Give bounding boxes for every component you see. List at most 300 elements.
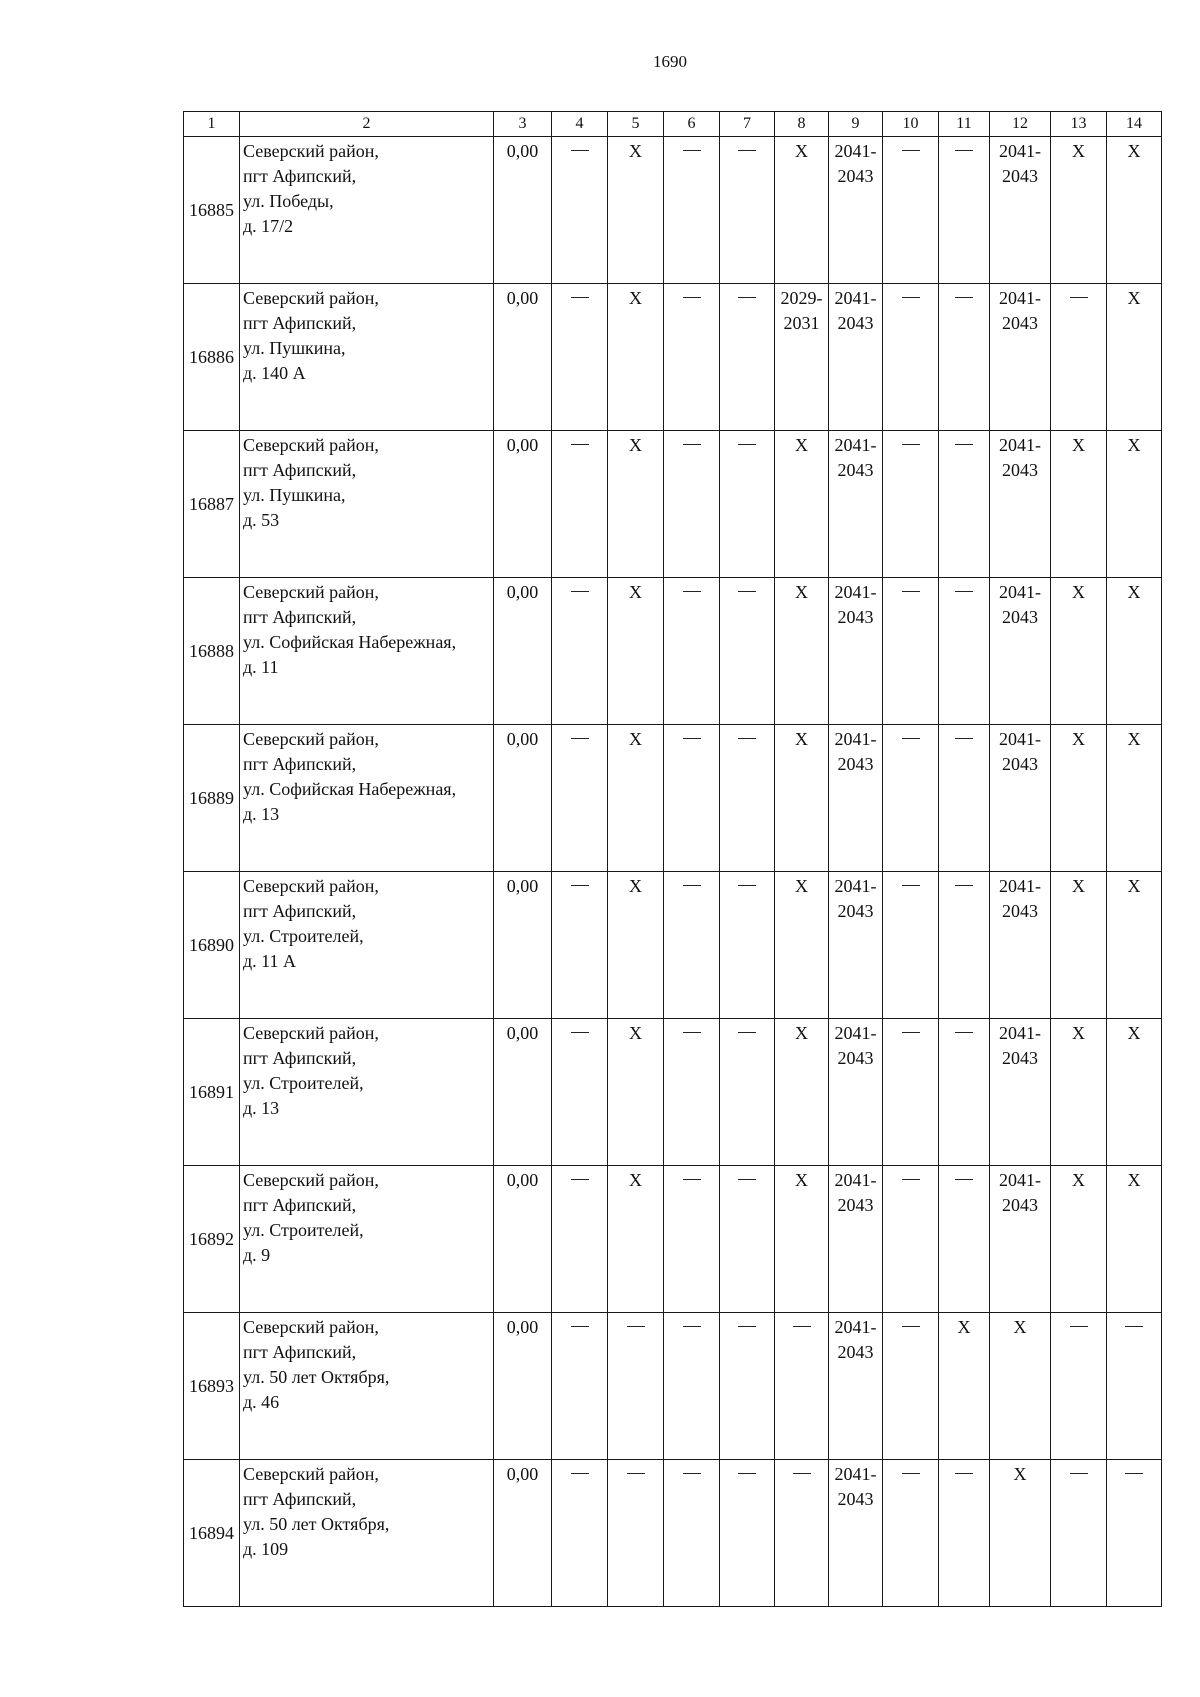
cell-col-9 xyxy=(829,431,883,578)
cell-col-3 xyxy=(494,872,552,1019)
cell-col-8 xyxy=(775,284,829,431)
year-range-end: 2043 xyxy=(837,901,874,921)
cell-value: 0,00 xyxy=(506,141,539,161)
dash-mark xyxy=(1070,1326,1088,1327)
year-range-start: 2041- xyxy=(999,729,1041,749)
table-row xyxy=(184,1019,1162,1166)
cell-value: X xyxy=(1072,1023,1085,1043)
address-line: д. 9 xyxy=(243,1245,271,1265)
address-line: пгт Афипский, xyxy=(243,1489,357,1509)
table-row xyxy=(184,431,1162,578)
cell-col-4 xyxy=(552,431,608,578)
dash-mark xyxy=(955,591,973,592)
year-range-start: 2041- xyxy=(834,1023,877,1043)
cell-col-13 xyxy=(1051,872,1107,1019)
table-row xyxy=(184,872,1162,1019)
year-range-start: 2041- xyxy=(999,876,1041,896)
address-cell xyxy=(240,431,494,578)
dash-mark xyxy=(738,885,756,886)
cell-col-9 xyxy=(829,872,883,1019)
cell-value: X xyxy=(1072,876,1085,896)
address-line: Северский район, xyxy=(243,1464,379,1484)
cell-col-3 xyxy=(494,1460,552,1607)
year-range-end: 2043 xyxy=(1002,460,1038,480)
dash-mark xyxy=(627,1326,645,1327)
dash-mark xyxy=(738,444,756,445)
year-range-end: 2043 xyxy=(1002,607,1038,627)
cell-value: X xyxy=(795,1023,808,1043)
dash-mark xyxy=(738,1032,756,1033)
cell-value: 0,00 xyxy=(506,1023,539,1043)
cell-col-12 xyxy=(990,1019,1051,1166)
row-number: 16890 xyxy=(184,872,240,1019)
cell-col-13 xyxy=(1051,725,1107,872)
address-line: пгт Афипский, xyxy=(243,1048,357,1068)
address-line: пгт Афипский, xyxy=(243,607,357,627)
dash-mark xyxy=(902,1473,920,1474)
dash-mark xyxy=(571,150,589,151)
year-range-end: 2031 xyxy=(783,313,820,333)
column-header-9: 9 xyxy=(829,112,883,137)
column-header-2: 2 xyxy=(240,112,494,137)
cell-col-8 xyxy=(775,1460,829,1607)
year-range-start: 2041- xyxy=(834,1170,877,1190)
address-line: Северский район, xyxy=(243,582,379,602)
dash-mark xyxy=(571,1179,589,1180)
cell-col-5 xyxy=(608,1313,664,1460)
cell-col-14 xyxy=(1107,1019,1162,1166)
cell-col-8 xyxy=(775,872,829,1019)
dash-mark xyxy=(738,738,756,739)
row-number: 16886 xyxy=(184,284,240,431)
dash-mark xyxy=(955,150,973,151)
year-range-end: 2043 xyxy=(837,313,874,333)
cell-col-5 xyxy=(608,431,664,578)
year-range-end: 2043 xyxy=(1002,166,1038,186)
address-cell xyxy=(240,1019,494,1166)
cell-col-6 xyxy=(664,137,720,284)
year-range-end: 2043 xyxy=(1002,313,1038,333)
cell-col-12 xyxy=(990,1166,1051,1313)
cell-col-12 xyxy=(990,725,1051,872)
dash-mark xyxy=(955,444,973,445)
cell-col-14 xyxy=(1107,1460,1162,1607)
row-number: 16892 xyxy=(184,1166,240,1313)
cell-col-6 xyxy=(664,284,720,431)
cell-col-5 xyxy=(608,1460,664,1607)
address-line: д. 13 xyxy=(243,1098,280,1118)
cell-col-11 xyxy=(939,1019,990,1166)
cell-value: X xyxy=(1127,435,1141,455)
address-cell xyxy=(240,1313,494,1460)
cell-col-12 xyxy=(990,872,1051,1019)
year-range-start: 2041- xyxy=(834,141,877,161)
dash-mark xyxy=(1125,1473,1143,1474)
register-table xyxy=(183,111,1162,1607)
address-line: д. 17/2 xyxy=(243,216,294,236)
cell-value: X xyxy=(1127,288,1141,308)
cell-col-3 xyxy=(494,725,552,872)
dash-mark xyxy=(793,1326,811,1327)
address-line: пгт Афипский, xyxy=(243,313,357,333)
column-header-14: 14 xyxy=(1107,112,1162,137)
cell-col-9 xyxy=(829,578,883,725)
address-line: Северский район, xyxy=(243,435,379,455)
year-range-end: 2043 xyxy=(837,754,874,774)
cell-col-11 xyxy=(939,725,990,872)
address-line: пгт Афипский, xyxy=(243,166,357,186)
cell-col-3 xyxy=(494,137,552,284)
cell-col-3 xyxy=(494,284,552,431)
cell-col-5 xyxy=(608,872,664,1019)
address-line: Северский район, xyxy=(243,288,379,308)
cell-col-12 xyxy=(990,578,1051,725)
table-body xyxy=(184,137,1162,1607)
cell-col-4 xyxy=(552,284,608,431)
cell-col-9 xyxy=(829,137,883,284)
dash-mark xyxy=(571,1473,589,1474)
cell-col-5 xyxy=(608,284,664,431)
address-line: Северский район, xyxy=(243,729,379,749)
cell-col-7 xyxy=(720,1019,775,1166)
dash-mark xyxy=(1070,297,1088,298)
dash-mark xyxy=(902,738,920,739)
address-line: ул. Софийская Набережная, xyxy=(243,632,457,652)
cell-col-6 xyxy=(664,1313,720,1460)
cell-col-13 xyxy=(1051,578,1107,725)
page-number: 1690 xyxy=(653,52,687,71)
year-range-start: 2041- xyxy=(834,1317,877,1337)
address-line: д. 53 xyxy=(243,510,280,530)
year-range-start: 2041- xyxy=(999,1023,1041,1043)
dash-mark xyxy=(738,150,756,151)
dash-mark xyxy=(683,1032,701,1033)
dash-mark xyxy=(902,1179,920,1180)
row-number: 16885 xyxy=(184,137,240,284)
column-header-10: 10 xyxy=(883,112,939,137)
year-range-start: 2041- xyxy=(834,1464,877,1484)
cell-value: 0,00 xyxy=(506,876,539,896)
cell-col-13 xyxy=(1051,1460,1107,1607)
dash-mark xyxy=(955,1032,973,1033)
table-row xyxy=(184,1313,1162,1460)
cell-col-13 xyxy=(1051,1019,1107,1166)
dash-mark xyxy=(955,1179,973,1180)
address-line: ул. Софийская Набережная, xyxy=(243,779,457,799)
dash-mark xyxy=(902,1032,920,1033)
dash-mark xyxy=(571,297,589,298)
cell-col-12 xyxy=(990,284,1051,431)
row-number: 16891 xyxy=(184,1019,240,1166)
cell-col-7 xyxy=(720,872,775,1019)
cell-col-7 xyxy=(720,1460,775,1607)
cell-col-6 xyxy=(664,1460,720,1607)
cell-value: X xyxy=(1013,1464,1027,1484)
dash-mark xyxy=(683,738,701,739)
address-line: пгт Афипский, xyxy=(243,1342,357,1362)
address-line: д. 46 xyxy=(243,1392,280,1412)
cell-col-3 xyxy=(494,1019,552,1166)
cell-col-10 xyxy=(883,431,939,578)
dash-mark xyxy=(683,591,701,592)
dash-mark xyxy=(571,444,589,445)
cell-col-9 xyxy=(829,284,883,431)
cell-col-5 xyxy=(608,1166,664,1313)
cell-col-10 xyxy=(883,1019,939,1166)
table-row xyxy=(184,1460,1162,1607)
cell-col-14 xyxy=(1107,284,1162,431)
cell-value: X xyxy=(629,288,642,308)
year-range-end: 2043 xyxy=(837,1342,874,1362)
cell-col-14 xyxy=(1107,431,1162,578)
cell-col-10 xyxy=(883,137,939,284)
cell-col-6 xyxy=(664,872,720,1019)
dash-mark xyxy=(683,1473,701,1474)
address-cell xyxy=(240,137,494,284)
address-line: пгт Афипский, xyxy=(243,754,357,774)
cell-col-13 xyxy=(1051,1313,1107,1460)
dash-mark xyxy=(683,150,701,151)
cell-col-4 xyxy=(552,1460,608,1607)
cell-col-11 xyxy=(939,578,990,725)
year-range-end: 2043 xyxy=(837,1048,874,1068)
column-header-6: 6 xyxy=(664,112,720,137)
address-cell xyxy=(240,578,494,725)
cell-col-9 xyxy=(829,725,883,872)
year-range-start: 2041- xyxy=(834,876,877,896)
cell-value: X xyxy=(629,141,642,161)
dash-mark xyxy=(955,297,973,298)
year-range-start: 2041- xyxy=(834,729,877,749)
year-range-start: 2041- xyxy=(834,582,877,602)
cell-value: X xyxy=(795,729,808,749)
dash-mark xyxy=(955,738,973,739)
cell-col-7 xyxy=(720,725,775,872)
cell-col-3 xyxy=(494,431,552,578)
cell-col-10 xyxy=(883,1460,939,1607)
year-range-end: 2043 xyxy=(837,1195,874,1215)
cell-col-12 xyxy=(990,1313,1051,1460)
cell-value: X xyxy=(1127,141,1141,161)
cell-col-8 xyxy=(775,431,829,578)
cell-col-11 xyxy=(939,431,990,578)
dash-mark xyxy=(902,297,920,298)
address-cell xyxy=(240,284,494,431)
cell-col-5 xyxy=(608,1019,664,1166)
address-line: Северский район, xyxy=(243,1023,379,1043)
cell-col-4 xyxy=(552,872,608,1019)
cell-col-10 xyxy=(883,872,939,1019)
cell-col-12 xyxy=(990,137,1051,284)
cell-col-11 xyxy=(939,1313,990,1460)
year-range-end: 2043 xyxy=(837,1489,874,1509)
dash-mark xyxy=(683,297,701,298)
cell-value: X xyxy=(957,1317,971,1337)
cell-col-6 xyxy=(664,1166,720,1313)
cell-col-8 xyxy=(775,1313,829,1460)
row-number: 16889 xyxy=(184,725,240,872)
cell-col-14 xyxy=(1107,1166,1162,1313)
address-line: д. 11 А xyxy=(243,951,296,971)
address-line: ул. 50 лет Октября, xyxy=(243,1367,390,1387)
year-range-start: 2029- xyxy=(780,288,823,308)
row-number: 16888 xyxy=(184,578,240,725)
address-line: пгт Афипский, xyxy=(243,901,357,921)
cell-col-8 xyxy=(775,1019,829,1166)
dash-mark xyxy=(902,150,920,151)
address-line: пгт Афипский, xyxy=(243,460,357,480)
cell-col-14 xyxy=(1107,872,1162,1019)
cell-col-5 xyxy=(608,725,664,872)
cell-col-3 xyxy=(494,1166,552,1313)
year-range-start: 2041- xyxy=(999,1170,1041,1190)
cell-col-10 xyxy=(883,1313,939,1460)
dash-mark xyxy=(1070,1473,1088,1474)
cell-col-13 xyxy=(1051,1166,1107,1313)
cell-col-7 xyxy=(720,431,775,578)
column-header-12: 12 xyxy=(990,112,1051,137)
cell-col-7 xyxy=(720,578,775,725)
address-line: Северский район, xyxy=(243,141,379,161)
cell-value: X xyxy=(1127,729,1141,749)
cell-col-14 xyxy=(1107,725,1162,872)
cell-col-10 xyxy=(883,1166,939,1313)
cell-col-4 xyxy=(552,578,608,725)
header-row xyxy=(184,112,1162,137)
cell-col-7 xyxy=(720,1313,775,1460)
cell-col-4 xyxy=(552,1313,608,1460)
address-line: Северский район, xyxy=(243,1317,379,1337)
address-cell xyxy=(240,1460,494,1607)
table-row xyxy=(184,1166,1162,1313)
column-header-8: 8 xyxy=(775,112,829,137)
cell-value: X xyxy=(1127,582,1141,602)
cell-value: X xyxy=(629,435,642,455)
cell-col-10 xyxy=(883,725,939,872)
cell-col-11 xyxy=(939,137,990,284)
dash-mark xyxy=(793,1473,811,1474)
cell-value: X xyxy=(1127,1023,1141,1043)
address-line: д. 11 xyxy=(243,657,279,677)
cell-col-11 xyxy=(939,284,990,431)
column-header-4: 4 xyxy=(552,112,608,137)
cell-value: 0,00 xyxy=(506,1464,539,1484)
cell-value: X xyxy=(1072,141,1085,161)
year-range-start: 2041- xyxy=(999,582,1041,602)
dash-mark xyxy=(683,1179,701,1180)
table-row xyxy=(184,725,1162,872)
cell-col-14 xyxy=(1107,578,1162,725)
address-line: д. 13 xyxy=(243,804,280,824)
dash-mark xyxy=(571,1326,589,1327)
cell-col-7 xyxy=(720,1166,775,1313)
address-line: д. 109 xyxy=(243,1539,289,1559)
address-line: д. 140 А xyxy=(243,363,306,383)
column-header-7: 7 xyxy=(720,112,775,137)
column-header-11: 11 xyxy=(939,112,990,137)
year-range-end: 2043 xyxy=(1002,1048,1038,1068)
cell-value: 0,00 xyxy=(506,582,539,602)
year-range-end: 2043 xyxy=(1002,754,1038,774)
dash-mark xyxy=(627,1473,645,1474)
cell-col-12 xyxy=(990,1460,1051,1607)
cell-col-5 xyxy=(608,578,664,725)
dash-mark xyxy=(902,1326,920,1327)
year-range-end: 2043 xyxy=(1002,901,1038,921)
table-row xyxy=(184,137,1162,284)
cell-col-10 xyxy=(883,284,939,431)
dash-mark xyxy=(571,738,589,739)
cell-col-8 xyxy=(775,725,829,872)
cell-col-6 xyxy=(664,431,720,578)
cell-col-8 xyxy=(775,578,829,725)
cell-value: X xyxy=(1013,1317,1027,1337)
address-line: ул. 50 лет Октября, xyxy=(243,1514,390,1534)
cell-col-3 xyxy=(494,1313,552,1460)
cell-value: X xyxy=(629,1023,642,1043)
dash-mark xyxy=(955,1473,973,1474)
cell-col-14 xyxy=(1107,137,1162,284)
cell-col-14 xyxy=(1107,1313,1162,1460)
cell-value: 0,00 xyxy=(506,435,539,455)
cell-value: 0,00 xyxy=(506,1170,539,1190)
dash-mark xyxy=(571,591,589,592)
cell-value: X xyxy=(629,729,642,749)
address-cell xyxy=(240,1166,494,1313)
dash-mark xyxy=(1125,1326,1143,1327)
dash-mark xyxy=(683,885,701,886)
year-range-start: 2041- xyxy=(834,435,877,455)
cell-value: X xyxy=(1072,435,1085,455)
dash-mark xyxy=(902,885,920,886)
cell-value: X xyxy=(795,435,808,455)
cell-col-12 xyxy=(990,431,1051,578)
column-header-5: 5 xyxy=(608,112,664,137)
cell-value: X xyxy=(795,876,808,896)
dash-mark xyxy=(683,444,701,445)
dash-mark xyxy=(738,1326,756,1327)
cell-value: X xyxy=(629,1170,642,1190)
year-range-start: 2041- xyxy=(999,435,1041,455)
cell-value: X xyxy=(1072,582,1085,602)
year-range-start: 2041- xyxy=(999,288,1041,308)
cell-col-9 xyxy=(829,1313,883,1460)
dash-mark xyxy=(738,297,756,298)
address-line: ул. Строителей, xyxy=(243,1220,364,1240)
cell-col-6 xyxy=(664,725,720,872)
cell-value: X xyxy=(629,876,642,896)
address-line: ул. Строителей, xyxy=(243,1073,364,1093)
cell-col-13 xyxy=(1051,431,1107,578)
cell-col-8 xyxy=(775,137,829,284)
cell-col-7 xyxy=(720,284,775,431)
cell-value: X xyxy=(795,141,808,161)
table-row xyxy=(184,284,1162,431)
cell-col-11 xyxy=(939,1166,990,1313)
cell-col-11 xyxy=(939,872,990,1019)
column-header-3: 3 xyxy=(494,112,552,137)
cell-col-4 xyxy=(552,1019,608,1166)
dash-mark xyxy=(902,444,920,445)
row-number: 16893 xyxy=(184,1313,240,1460)
year-range-end: 2043 xyxy=(1002,1195,1038,1215)
year-range-end: 2043 xyxy=(837,166,874,186)
cell-col-6 xyxy=(664,1019,720,1166)
cell-value: 0,00 xyxy=(506,729,539,749)
address-line: ул. Победы, xyxy=(243,191,334,211)
cell-col-10 xyxy=(883,578,939,725)
address-line: Северский район, xyxy=(243,876,379,896)
